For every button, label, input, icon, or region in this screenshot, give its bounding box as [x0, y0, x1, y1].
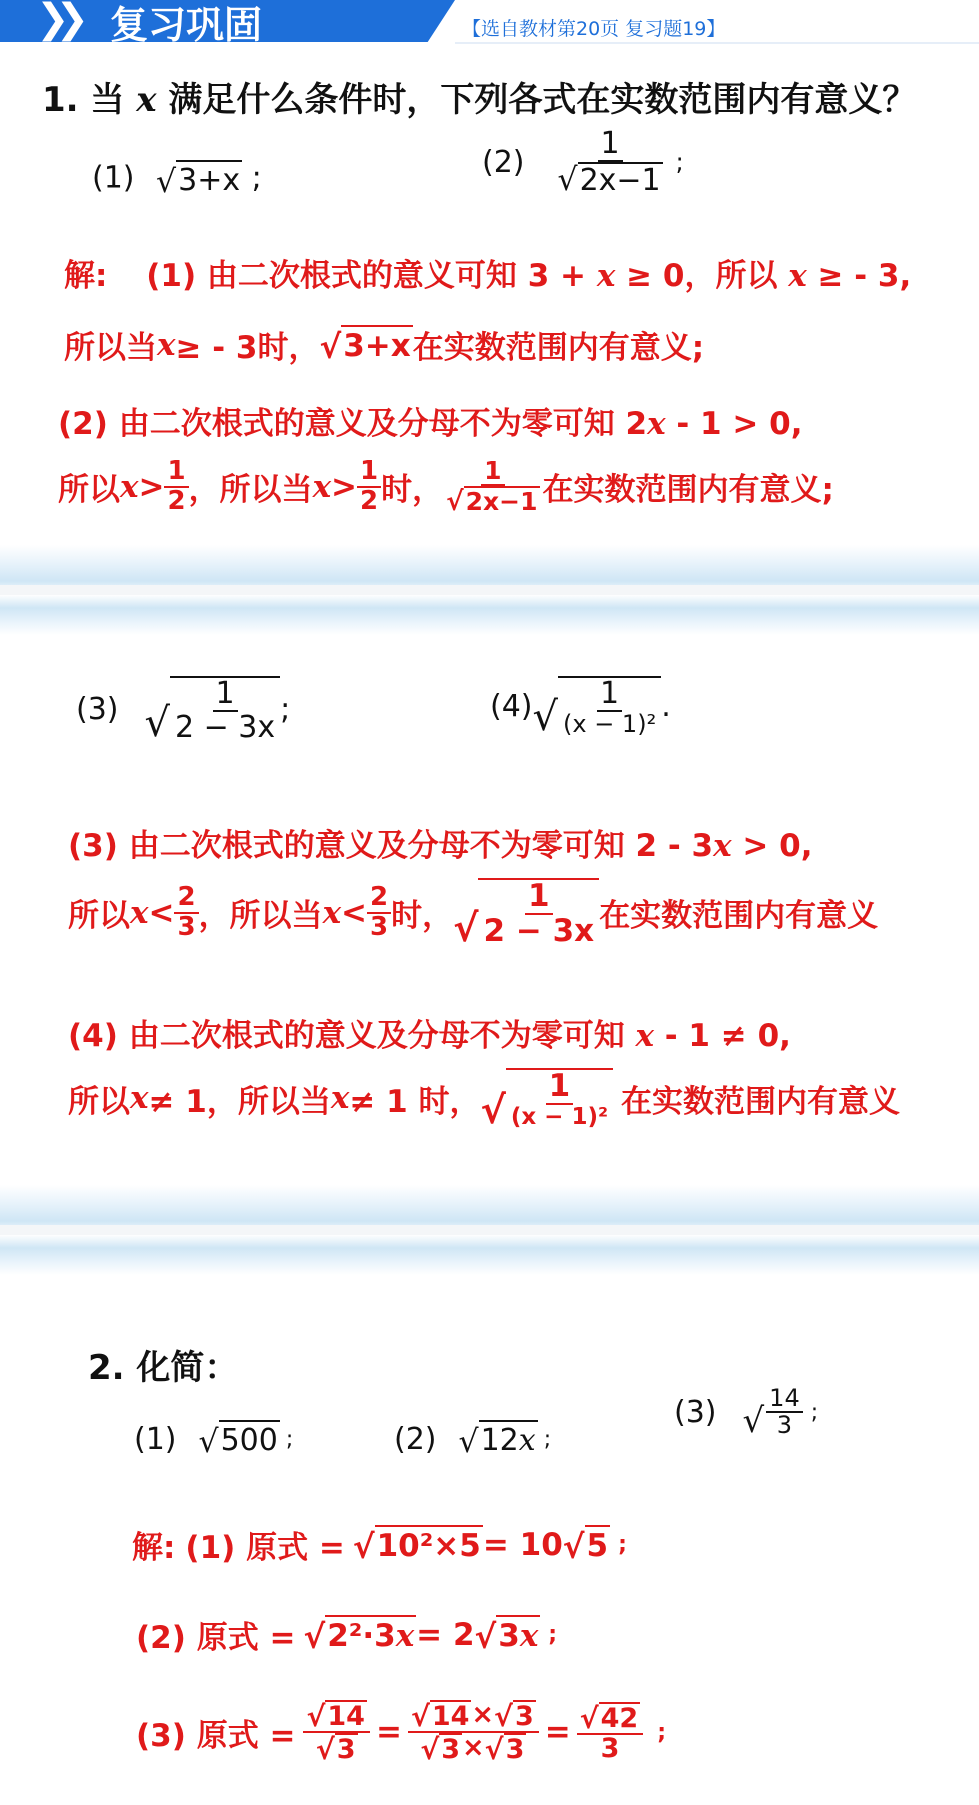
- radical-icon: √: [303, 1618, 326, 1657]
- radical-icon: √: [484, 1733, 504, 1767]
- sqrt-expression: √ 10²×5: [353, 1525, 483, 1564]
- q1-problem-2: (2) 1 √ 2x−1 ;: [482, 126, 684, 198]
- q2-stem: 2. 化简：: [88, 1348, 239, 1388]
- radical-icon: √: [319, 328, 342, 367]
- q1-solution-3-line1: (3) 由二次根式的意义及分母不为零可知 2 - 3x > 0,: [68, 828, 813, 864]
- sqrt-expression: √ 2²·3 x: [303, 1615, 416, 1654]
- q2-solution-2: (2) 原式 = √ 2²·3 x = 2 √ 3 x ;: [136, 1616, 558, 1657]
- sqrt-expression: √ 3+x: [319, 325, 412, 364]
- q2-problem-1: (1) √ 500 ;: [134, 1421, 294, 1460]
- q1-solution-1-line2: 所以当 x ≥ - 3时， √ 3+x 在实数范围内有意义;: [64, 326, 705, 367]
- section-title: 复习巩固: [110, 3, 263, 47]
- q2-solution-3: (3) 原式 = √ 14 √ 3 = √ 14 × √ 3 √ 3 × √ 3 = √ 42 3 ;: [136, 1699, 667, 1767]
- radical-icon: √: [532, 693, 558, 740]
- fraction: 1 √ 2x−1: [557, 126, 661, 198]
- sqrt-expression: √ $\frac{1}{\text{(x − 1)²}}$: [480, 1068, 613, 1129]
- separator-band: [0, 1185, 979, 1275]
- sqrt-expression: √ $\frac{1}{2 - 3x}$: [145, 676, 281, 743]
- separator-band: [0, 545, 979, 635]
- q1-solution-2-line2: 所以 x > $\frac{1}{2}$ ，所以当 x > $\frac{1}{2}$ 时， 1 √ 2x−1 在实数范围内有意义;: [58, 456, 834, 518]
- source-note: 【选自教材第20页 复习题19】: [462, 18, 726, 40]
- radical-icon: √: [480, 1087, 506, 1132]
- fraction: √ 42 3: [577, 1702, 643, 1764]
- q1-problem-4: (4) √ $\frac{1}{\text{(x − 1)²}}$ .: [490, 676, 671, 740]
- radical-icon: √: [742, 1401, 765, 1442]
- sqrt-expression: √ 12 x: [459, 1420, 538, 1458]
- radical-icon: √: [352, 1528, 375, 1567]
- sqrt-expression: √ 3 x: [475, 1615, 541, 1654]
- q1-solution-1-line1: 解: (1) 由二次根式的意义可知 3 + x ≥ 0，所以 x ≥ - 3,: [64, 258, 912, 294]
- header-underline: [455, 42, 979, 44]
- radical-icon: √: [198, 1423, 219, 1460]
- q1-stem: 1. 当 x 满足什么条件时，下列各式在实数范围内有意义？: [42, 80, 917, 120]
- q1-solution-4-line1: (4) 由二次根式的意义及分母不为零可知 x - 1 ≠ 0,: [68, 1018, 791, 1054]
- radical-icon: √: [562, 1528, 585, 1567]
- sqrt-expression: √ 5: [563, 1525, 610, 1564]
- radical-icon: √: [410, 1700, 430, 1733]
- q1-problem-3: (3) √ $\frac{1}{2 - 3x}$ ;: [76, 676, 291, 746]
- sqrt-expression: √ 3+x: [156, 160, 242, 198]
- radical-icon: √: [315, 1733, 335, 1767]
- q2-problem-3: (3) √ $\frac{14}{3}$ ;: [674, 1384, 819, 1442]
- sqrt-expression: √ 500: [199, 1420, 280, 1458]
- radical-icon: √: [156, 163, 177, 200]
- fraction: √ 14 × √ 3 √ 3 × √ 3: [408, 1700, 539, 1765]
- sqrt-expression: √ $\frac{1}{\text{(x − 1)²}}$: [533, 676, 662, 737]
- fraction: 1 √ 2x−1: [446, 456, 538, 518]
- q1-problem-1: (1) √ 3+x ;: [92, 160, 262, 200]
- radical-icon: √: [474, 1618, 497, 1657]
- radical-icon: √: [458, 1423, 479, 1460]
- q2-problem-2: (2) √ 12 x ;: [394, 1421, 552, 1460]
- fraction: √ 14 √ 3: [303, 1700, 369, 1765]
- fraction: $\frac{1}{2}$: [164, 458, 188, 515]
- q1-solution-2-line1: (2) 由二次根式的意义及分母不为零可知 2x - 1 > 0,: [58, 406, 803, 442]
- sqrt-expression: √ $\frac{14}{3}$: [743, 1386, 805, 1438]
- fraction: $\frac{1}{2}$: [357, 458, 381, 515]
- radical-icon: √: [420, 1733, 440, 1767]
- q1-solution-4-line2: 所以 x ≠ 1，所以当 x ≠ 1 时， √ $\frac{1}{\text{(x − 1)²}}$ 在实数范围内有意义: [68, 1068, 901, 1132]
- sqrt-expression: √ $\frac{1}{2 - 3x}$: [453, 878, 599, 947]
- radical-icon: √: [579, 1701, 599, 1735]
- radical-icon: √: [306, 1700, 326, 1733]
- q1-solution-3-line2: 所以 x < $\frac{2}{3}$ ，所以当 x < $\frac{2}{3}$ 时， √ $\frac{1}{2 - 3x}$ 在实数范围内有意义: [68, 878, 879, 951]
- q2-solution-1: 解: (1) 原式 = √ 10²×5 = 10 √ 5 ;: [132, 1526, 627, 1567]
- fraction: $\frac{2}{3}$: [174, 884, 198, 941]
- radical-icon: √: [446, 487, 464, 518]
- fraction: $\frac{2}{3}$: [367, 884, 391, 941]
- chevron-right-icon: ❯❯: [36, 0, 76, 42]
- header-bar: [0, 0, 979, 47]
- radical-icon: √: [557, 161, 578, 198]
- radical-icon: √: [494, 1700, 513, 1733]
- radical-icon: √: [453, 906, 479, 951]
- radical-icon: √: [144, 700, 170, 746]
